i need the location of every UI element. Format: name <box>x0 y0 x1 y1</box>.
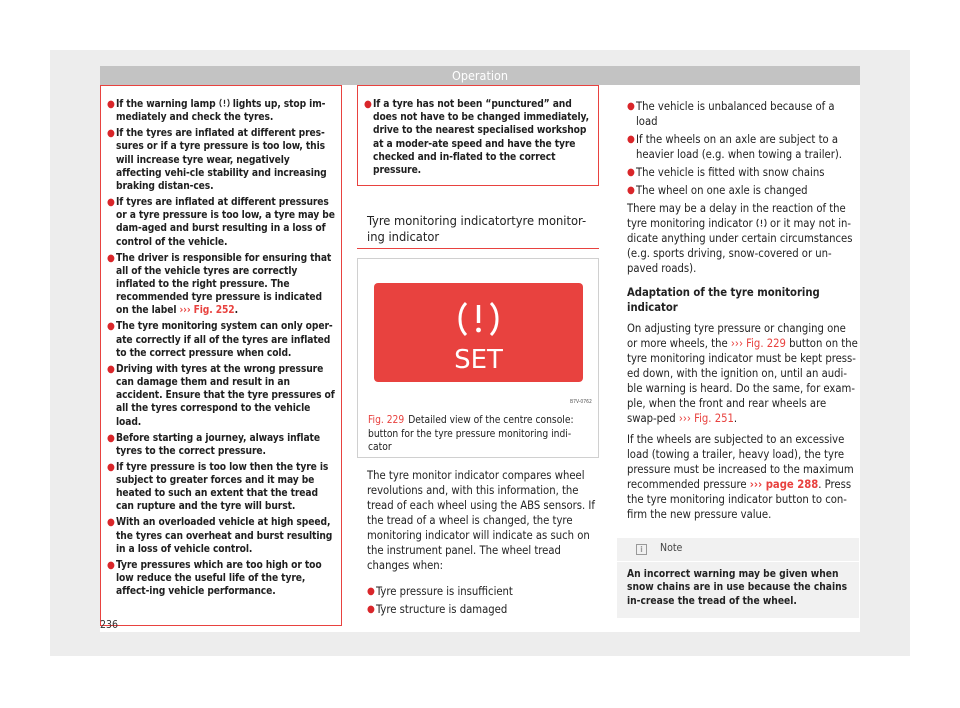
list-item: ● Tyre structure is damaged <box>367 603 508 616</box>
warning-item: ● If tyre pressure is too low then the tyre is subject to greater forces and it may be heated to such an extent that the tread can rupture and the tyre will burst. <box>107 461 329 513</box>
bullet-icon: ● <box>107 321 115 333</box>
page-header: Operation <box>100 66 860 85</box>
tyre-pressure-warning-icon <box>219 98 230 108</box>
warning-item: ● Driving with tyres at the wrong pressure can damage them and result in an accident. Ensure that the tyre pressures of all the tyres correspond to the vehicle load. <box>107 363 335 428</box>
list-item: ● The vehicle is fitted with snow chains <box>627 166 825 179</box>
body-paragraph: The tyre monitor indicator compares wheel revolutions and, with this information, the tread of each wheel using the ABS sensors. If the tread of a wheel is changed, the tyre monitoring indicator will indicate as such on the instrument panel. The wheel tread changes when: <box>367 469 595 572</box>
fig-252-link[interactable]: ››› Fig. 252 <box>179 305 235 317</box>
warning-item: ● The tyre monitoring system can only oper-ate correctly if all of the tyres are inflated to the correct pressure when cold. <box>107 321 333 359</box>
bullet-icon: ● <box>107 432 115 444</box>
right-text <box>627 99 859 522</box>
bullet-list <box>627 99 859 198</box>
note-header <box>617 538 859 562</box>
list-item: ● Tyre pressure is insufficient <box>367 585 513 598</box>
warning-item: ● If tyres are inflated at different pressures or a tyre pressure is too low, a tyre may be dam-aged and burst resulting in a loss of control of the vehicle. <box>107 197 335 248</box>
bullet-icon: ● <box>367 586 375 597</box>
list-item: ● If the wheels on an axle are subject to a heavier load (e.g. when towing a trailer). <box>627 133 842 161</box>
bullet-icon: ● <box>367 604 375 615</box>
page-number: 236 <box>100 619 119 631</box>
tyre-pressure-warning-icon <box>756 218 767 228</box>
warning-item: ● Tyre pressures which are too high or too low reduce the useful life of the tyre, affect-ing vehicle performance. <box>107 559 322 598</box>
warning-item: ● If the warning lamp lights up, stop im-mediately and check the tyres. <box>107 99 326 124</box>
bullet-icon: ● <box>627 167 635 178</box>
set-button-image <box>374 283 583 382</box>
bullet-icon: ● <box>107 128 115 140</box>
bullet-icon: ● <box>107 197 115 209</box>
warning-item: ● Before starting a journey, always inflate tyres to the correct pressure. <box>107 432 320 457</box>
warning-box <box>100 85 342 626</box>
page-288-link[interactable]: ››› page 288 <box>749 478 819 491</box>
figure-229 <box>357 258 599 458</box>
figure-caption: Fig. 229 Detailed view of the centre console: button for the tyre pressure monitoring indi-cator <box>368 415 574 453</box>
warning-item: ● If a tyre has not been “punctured” and does not have to be changed immediately, drive to the nearest specialised workshop at a moder-ate speed and have the tyre checked and in-flated to the correct pressure. <box>364 99 589 177</box>
fig-251-link[interactable]: ››› Fig. 251 <box>678 412 734 425</box>
set-button-label: SET <box>454 345 503 375</box>
bullet-icon: ● <box>107 517 115 529</box>
note-box <box>617 538 859 618</box>
warning-list <box>107 98 335 601</box>
note-info-icon: i <box>636 544 647 555</box>
warning-item: ● With an overloaded vehicle at high speed, the tyres can overheat and burst resulting in a loss of vehicle control. <box>107 517 333 555</box>
bullet-icon: ● <box>364 99 372 110</box>
note-title: Note <box>660 542 683 554</box>
page-content <box>100 85 860 632</box>
section-title: Tyre monitoring indicatortyre monitor-ing indicator <box>367 214 587 245</box>
bullet-icon: ● <box>627 134 635 145</box>
load-paragraph: If the wheels are subjected to an excessive load (towing a trailer, heavy load), the tyre pressure must be increased to the maximum recommended pressure ››› page 288. Press the tyre monitoring indicator button to con-firm the new pressure value. <box>627 433 854 521</box>
delay-paragraph: There may be a delay in the reaction of the tyre monitoring indicator or it may not in-dicate anything under certain circumstances (e.g. sports driving, snow-covered or un-paved roads). <box>627 202 853 275</box>
adaptation-paragraph: On adjusting tyre pressure or changing one or more wheels, the ››› Fig. 229 button on the tyre monitoring indicator must be kept press-ed down, with the ignition on, until an audi-ble warning is heard. Do the same, for exam-ple, when the front and rear wheels are swap-ped ››› Fig. 251. <box>627 322 858 425</box>
bullet-list <box>367 584 599 620</box>
fig-229-link[interactable]: ››› Fig. 229 <box>730 337 786 350</box>
tyre-pressure-set-button-icon <box>374 283 583 382</box>
bullet-icon: ● <box>107 252 115 264</box>
list-item: ● The vehicle is unbalanced because of a load <box>627 100 835 128</box>
note-text: An incorrect warning may be given when snow chains are in use because the chains in-crease the tread of the wheel. <box>627 569 848 607</box>
bullet-icon: ● <box>627 185 635 196</box>
bullet-icon: ● <box>107 363 115 375</box>
warning-item: ● If the tyres are inflated at different pres-sures or if a tyre pressure is too low, this will increase tyre wear, negatively affecting vehi-cle stability and increasing braking distan-ces. <box>107 128 327 193</box>
title-divider <box>357 248 599 249</box>
subheading: Adaptation of the tyre monitoring indicator <box>627 286 820 314</box>
bullet-icon: ● <box>107 559 115 571</box>
list-item: ● The wheel on one axle is changed <box>627 184 808 197</box>
bullet-icon: ● <box>107 99 115 110</box>
figure-label: Fig. 229 <box>368 415 405 426</box>
bullet-icon: ● <box>627 101 635 112</box>
warning-item: ● The driver is responsible for ensuring that all of the vehicle tyres are correctly inflated to the right pressure. The recommended tyre pressure is indicated on the label ››› Fig. 252. <box>107 252 332 317</box>
bullet-icon: ● <box>107 461 115 473</box>
figure-code: B7V-0762 <box>570 399 592 405</box>
warning-box <box>357 85 599 186</box>
warning-list <box>364 98 592 180</box>
